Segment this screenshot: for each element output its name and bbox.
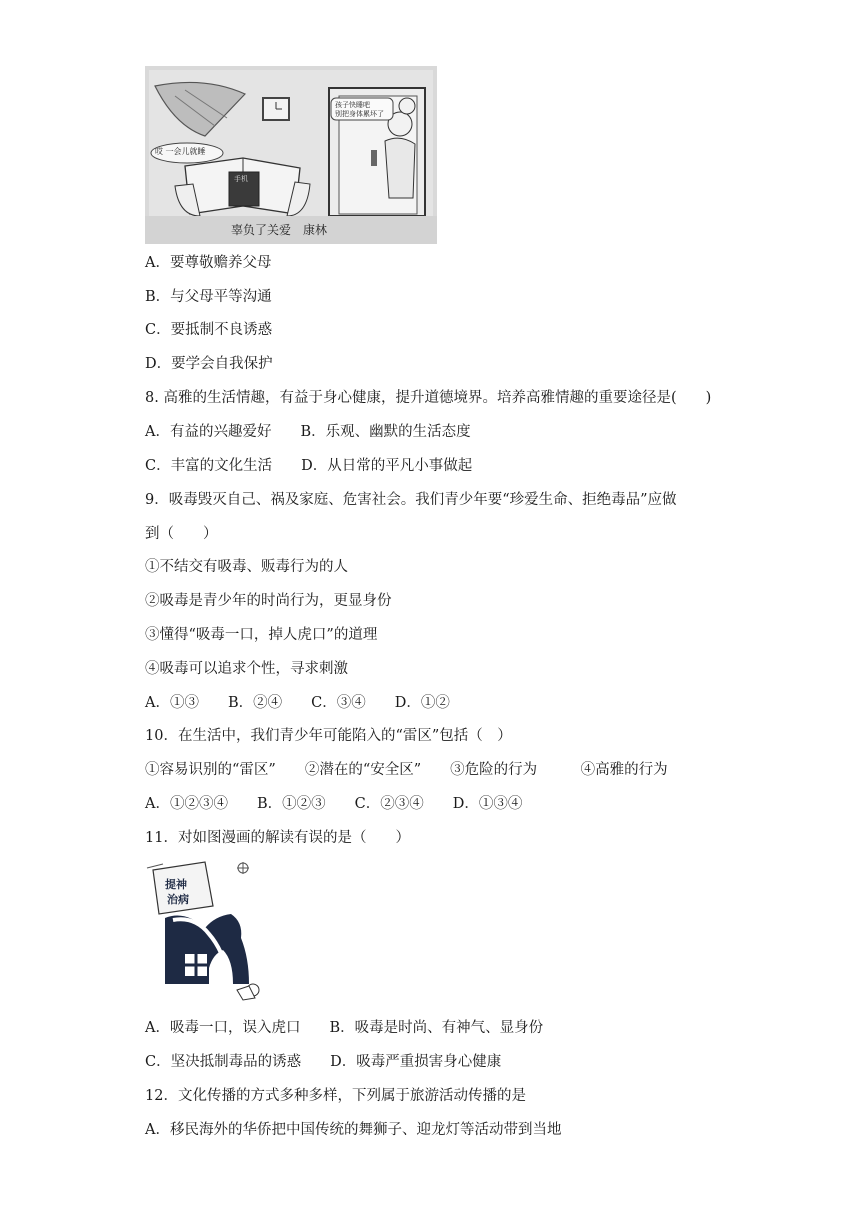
q8-stem: 8. 高雅的生活情趣，有益于身心健康，提升道德境界。培养高雅情趣的重要途径是( ): [145, 390, 712, 406]
q9-item-4: ④吸毒可以追求个性，寻求刺激: [145, 661, 348, 677]
q12-stem: 12．文化传播的方式多种多样，下列属于旅游活动传播的是: [145, 1088, 526, 1104]
q10-items: ①容易识别的“雷区” ②潜在的“安全区” ③危险的行为 ④高雅的行为: [145, 762, 668, 778]
q11-options-row1: A．吸毒一口，误入虎口 B．吸毒是时尚、有神气、显身份: [145, 1020, 544, 1036]
q7-option-b: B．与父母平等沟通: [145, 289, 272, 305]
comic-bubble-right-line1: 孩子快睡吧: [335, 101, 370, 109]
q10-stem: 10．在生活中，我们青少年可能陷入的“雷区”包括（ ）: [145, 728, 512, 744]
q8-options-row1: A．有益的兴趣爱好 B．乐观、幽默的生活态度: [145, 424, 471, 440]
q11-stem: 11．对如图漫画的解读有误的是（ ）: [145, 830, 410, 846]
q9-item-2: ②吸毒是青少年的时尚行为，更显身份: [145, 593, 392, 609]
q8-options-row2: C．丰富的文化生活 D．从日常的平凡小事做起: [145, 458, 473, 474]
comic-bubble-left: 哎 一会儿就睡: [155, 147, 206, 156]
comic-bubble-right-line2: 别把身体累坏了: [335, 110, 384, 118]
q9-stem-line1: 9．吸毒毁灭自己、祸及家庭、危害社会。我们青少年要“珍爱生命、拒绝毒品”应做: [145, 492, 677, 508]
drug-comic-figure: [145, 858, 267, 1006]
q7-option-c: C．要抵制不良诱惑: [145, 322, 273, 338]
q9-item-1: ①不结交有吸毒、贩毒行为的人: [145, 559, 348, 575]
q7-option-a: A．要尊敬赡养父母: [145, 255, 272, 271]
q9-item-3: ③懂得“吸毒一口，掉人虎口”的道理: [145, 627, 378, 643]
q11-options-row2: C．坚决抵制毒品的诱惑 D．吸毒严重损害身心健康: [145, 1054, 502, 1070]
comic-caption: 辜负了关爱 康林: [231, 223, 328, 237]
q9-options: A．①③ B．②④ C．③④ D．①②: [145, 695, 450, 711]
comic-figure: [145, 66, 437, 244]
drug-banner-text-2: 治病: [167, 893, 189, 906]
drug-banner-text-1: 提神: [165, 878, 187, 891]
comic-phone-label: 手机: [234, 175, 248, 183]
q12-option-a: A．移民海外的华侨把中国传统的舞狮子、迎龙灯等活动带到当地: [145, 1122, 562, 1138]
q9-stem-line2: 到（ ）: [145, 526, 218, 542]
drug-comic-illustration: [145, 858, 267, 1006]
q10-options: A．①②③④ B．①②③ C．②③④ D．①③④: [145, 796, 523, 812]
q7-option-d: D．要学会自我保护: [145, 356, 273, 372]
